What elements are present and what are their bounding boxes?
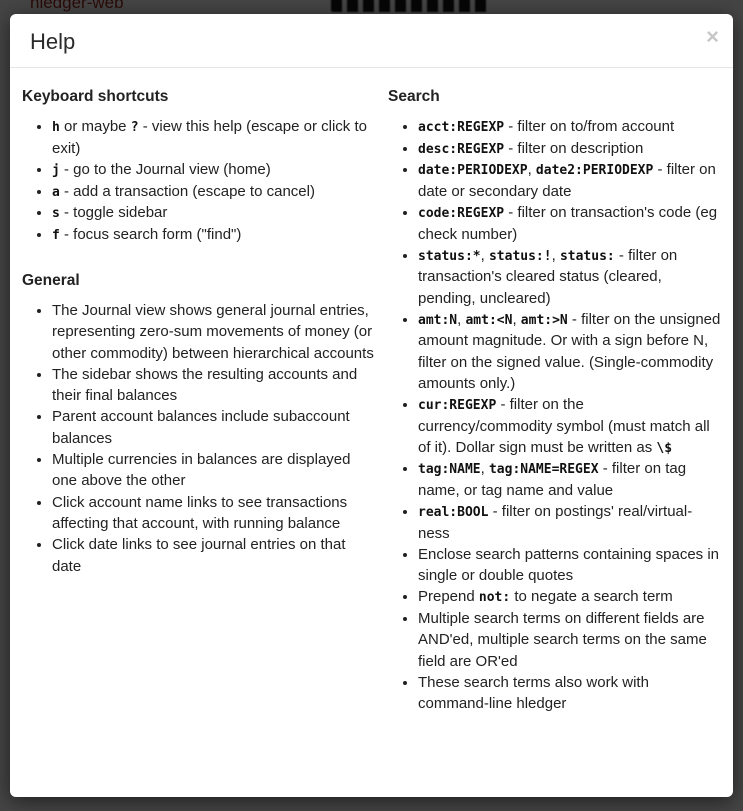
code-token: status:* <box>418 248 481 264</box>
code-token: h <box>52 120 60 136</box>
list-item: • The sidebar shows the resulting accounts and their final balances <box>52 364 374 407</box>
list-item: • cur:REGEXP - filter on the currency/commodity symbol (must match all of it). Dollar sign must be written as \$ <box>418 394 721 458</box>
section-heading: Search <box>388 88 440 106</box>
list-item: • These search terms also work with command-line hledger <box>418 672 721 715</box>
list-item: • tag:NAME, tag:NAME=REGEX - filter on tag name, or tag name and value <box>418 458 721 501</box>
modal-header <box>10 14 733 68</box>
section-keyboard-shortcuts <box>22 88 374 245</box>
code-token: tag:NAME <box>418 462 481 478</box>
section-search <box>388 88 721 714</box>
code-token: amt:>N <box>520 312 568 328</box>
code-token: amt:<N <box>465 312 513 328</box>
list-item: • date:PERIODEXP, date2:PERIODEXP - filter on date or secondary date <box>418 159 721 202</box>
help-modal <box>10 14 733 797</box>
code-token: j <box>52 163 60 179</box>
code-token: tag:NAME=REGEX <box>488 462 599 478</box>
list-item: • Prepend not: to negate a search term <box>418 586 721 607</box>
list-item: • Click account name links to see transactions affecting that account, with running balance <box>52 492 374 535</box>
search-list <box>388 116 721 714</box>
section-heading: Keyboard shortcuts <box>22 88 169 106</box>
code-token: real:BOOL <box>418 505 489 521</box>
modal-body <box>10 68 733 744</box>
list-item: • acct:REGEXP - filter on to/from account <box>418 116 721 137</box>
code-token: status:! <box>488 248 552 264</box>
help-left-column <box>22 78 374 724</box>
modal-title: Help <box>30 29 76 54</box>
code-token: date:PERIODEXP <box>418 163 528 179</box>
code-token: status: <box>559 248 615 264</box>
list-item: • Enclose search patterns containing spaces in single or double quotes <box>418 544 721 587</box>
keyboard-shortcuts-list <box>22 116 374 245</box>
list-item: • status:*, status:!, status: - filter on transaction's cleared status (cleared, pending, uncleared) <box>418 245 721 309</box>
code-token: f <box>52 227 60 243</box>
code-token: amt:N <box>418 312 458 328</box>
help-right-column <box>388 78 721 724</box>
list-item: • Multiple search terms on different fields are AND'ed, multiple search terms on the same field are OR'ed <box>418 608 721 672</box>
list-item: • Parent account balances include subaccount balances <box>52 406 374 449</box>
close-icon[interactable]: × <box>706 24 719 49</box>
section-general <box>22 272 374 577</box>
list-item: • desc:REGEXP - filter on description <box>418 138 721 159</box>
code-token: ? <box>130 120 139 136</box>
section-heading: General <box>22 271 80 289</box>
code-token: code:REGEXP <box>418 206 505 222</box>
list-item: • The Journal view shows general journal entries, representing zero-sum movements of money (or other commodity) between hierarchical accounts <box>52 300 374 364</box>
list-item: • code:REGEXP - filter on transaction's code (eg check number) <box>418 202 721 245</box>
code-token: desc:REGEXP <box>418 141 505 157</box>
list-item: • real:BOOL - filter on postings' real/virtual-ness <box>418 501 721 544</box>
code-token: s <box>52 206 60 222</box>
list-item: • s - toggle sidebar <box>52 202 374 223</box>
code-token: acct:REGEXP <box>418 120 505 136</box>
code-token: date2:PERIODEXP <box>535 163 654 179</box>
list-item: • a - add a transaction (escape to cancel) <box>52 181 374 202</box>
code-token: a <box>52 184 60 200</box>
list-item: • amt:N, amt:<N, amt:>N - filter on the unsigned amount magnitude. Or with a sign before N, filter on the signed value. (Single-commodity amounts only.) <box>418 309 721 394</box>
code-token: not: <box>478 590 511 606</box>
list-item: • Multiple currencies in balances are displayed one above the other <box>52 449 374 492</box>
code-token: cur:REGEXP <box>418 398 497 414</box>
list-item: • j - go to the Journal view (home) <box>52 159 374 180</box>
general-list <box>22 300 374 577</box>
list-item: • h or maybe ? - view this help (escape or click to exit) <box>52 116 374 159</box>
list-item: • f - focus search form ("find") <box>52 224 374 245</box>
list-item: • Click date links to see journal entries on that date <box>52 534 374 577</box>
code-token: \$ <box>656 440 673 456</box>
